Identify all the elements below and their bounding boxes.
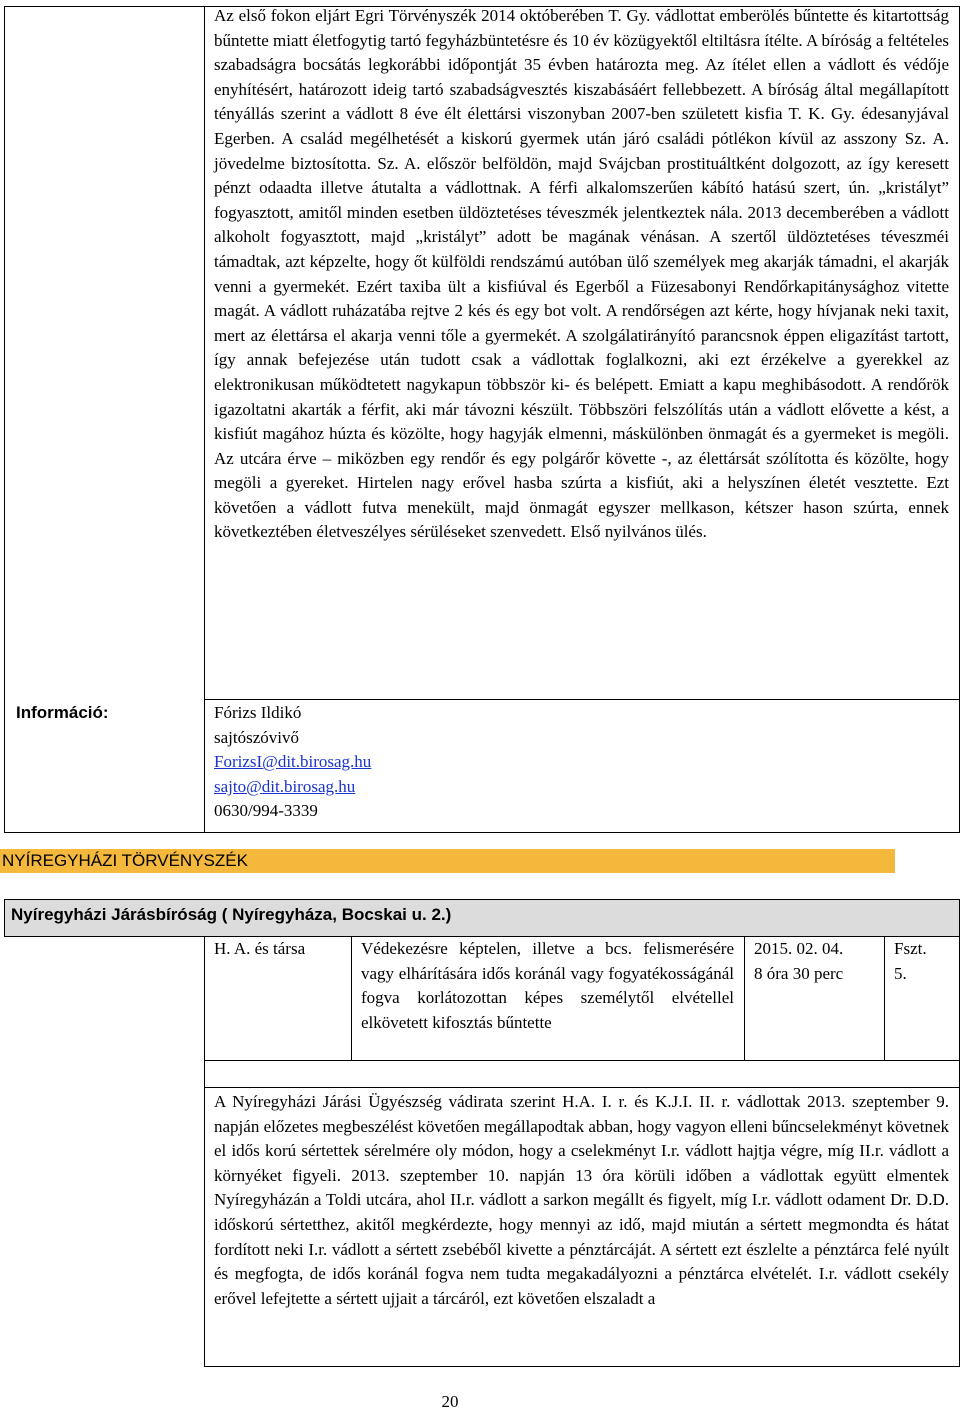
contact-block bbox=[214, 701, 914, 824]
contact-phone: 0630/994-3339 bbox=[214, 801, 318, 821]
info-label: Információ: bbox=[16, 703, 109, 722]
case2-defendant: H. A. és társa bbox=[214, 939, 306, 958]
case2-description: A Nyíregyházi Járási Ügyészség vádirata szerint H.A. I. r. és K.J.I. II. r. vádlottak 2013. szeptember 9. napján előzetes megbeszélést követően megállapodtak abban, hogy vagyon elleni bűncselekményt követnek el idős korú sértettek sérelmére oly módon, hogy a cselekményt I.r. vádlott hajtja végre, míg II.r. vádlott a környéket figyeli. 2013. szeptember 10. napján 13 óra körüli időben a vádlottak együtt elmentek Nyíregyházán a Toldi utcára, ahol II.r. vádlott a sarkon megállt és figyelt, míg I.r. vádlott odament Dr. D.D. időskorú sértetthez, akitől megkérdezte, hogy mennyi az idő, majd miután a sértett megmondta és hátat fordított neki I.r. vádlott a sértett zsebéből kivette a pénztárcáját. A sértett ezt észlelte a pénztárca felé nyúlt és megfogta, de idős koránál fogva nem tudta megakadályozni a pénztárca elvételét. I.r. vádlott csekély erővel lefejtette a sértett ujjait a tárcáról, ezt követően elszaladt a bbox=[214, 1092, 950, 1308]
case2-time: 8 óra 30 perc bbox=[754, 963, 844, 983]
contact-name: Fórizs Ildikó bbox=[214, 703, 302, 722]
press-email-link[interactable]: sajto@dit.birosag.hu bbox=[214, 776, 356, 796]
subcourt-heading: Nyíregyházi Járásbíróság ( Nyíregyháza, Bocskai u. 2.) bbox=[4, 899, 960, 937]
case2-room: Fszt. 5. bbox=[894, 939, 927, 983]
case2-date: 2015. 02. 04. bbox=[754, 939, 844, 958]
top-case-description: Az első fokon eljárt Egri Törvényszék 2014 októberében T. Gy. vádlottat emberölés bűntette és kitartottság bűntette miatt életfogytig tartó fegyházbüntetésre és 10 év közügyektől eltiltásra ítélte. A bíróság a feltételes szabadságra bocsátás legkorábbi időpontját 35 évben határozta meg. Az ítélet ellen a vádlott és védője enyhítésért, határozott ideig tartó szabadságvesztés kiszabásáért fellebbezett. A bíróság által megállapított tényállás szerint a vádlott 8 éve élt élettársi viszonyban 2007-ben született kisfia T. K. Gy. édesanyjával Egerben. A család megélhetését a kiskorú gyermek után járó családi pótlékon kívül az asszony Sz. A. jövedelme biztosította. Sz. A. először belföldön, majd Svájcban prostituáltként dolgozott, az így keresett pénzt odaadta illetve átutalta a vádlottnak. A férfi alkalomszerűen kábító hatású szert, ún. „kristályt” fogyasztott, amitől minden esetben üldöztetéses téveszmék jelentkeztek nála. 2013 decemberében a vádlott alkoholt fogyasztott, majd „kristályt” adott be magának vénásan. A szertől üldöztetéses téveszméi támadtak, azt képzelte, hogy őt külföldi rendszámú autóban ülő személyek meg akarják támadni, el akarják venni a gyermekét. Ezért taxiba ült a kisfiúval és Egerből a Füzesabonyi Rendőrkapitánysághoz vitette magát. A vádlott ruházatába rejtve 2 kés és egy bot volt. A rendőrségen azt kérte, hogy hívjanak neki taxit, mert az élettársa el akarja venni tőle a gyermekét. A szolgálatirányító parancsnok éppen eligazítást tartott, így annak befejezése után tudott csak a vádlottak foglalkozni, aki ezt érzékelve a gyerekkel az elektronikusan működtetett nagykapun többször ki- és belépett. Emiatt a kapu meghibásodott. A rendőrök igazoltatni akarták a férfit, aki már távozni készült. Többszöri felszólítás után a vádlott elővette a kést, a kisfiút magához húzta és közölte, hogy hagyják elmenni, máskülönben önmagát és a gyermeket is megöli. Az utcára érve – miközben egy rendőr és egy polgárőr követte -, az élettársát szólította és közölte, hogy megöli a gyereket. Hirtelen nagy erővel hasba szúrta a kisfiút, aki a helyszínen életét vesztette. Ezt követően a vádlott futva menekült, majd önmagát egyszer mellkason, kétszer hason szúrta, ennek következtében életveszélyes sérüléseket szenvedett. Első nyilvános ülés. bbox=[214, 6, 950, 542]
case2-datetime bbox=[754, 937, 882, 986]
page-number: 20 bbox=[441, 1392, 459, 1411]
contact-email-link[interactable]: ForizsI@dit.birosag.hu bbox=[214, 752, 372, 772]
contact-role: sajtószóvivő bbox=[214, 727, 299, 747]
case2-spacer-cell bbox=[204, 1060, 960, 1088]
court-heading: NYÍREGYHÁZI TÖRVÉNYSZÉK bbox=[0, 849, 895, 873]
case2-charge: Védekezésre képtelen, illetve a bcs. felismerésére vagy elhárítására idős koránál vagy fogyatékosságánál fogva korlátozottan képes személytől elvétellel elkövetett kifosztás bűntette bbox=[361, 939, 734, 1032]
